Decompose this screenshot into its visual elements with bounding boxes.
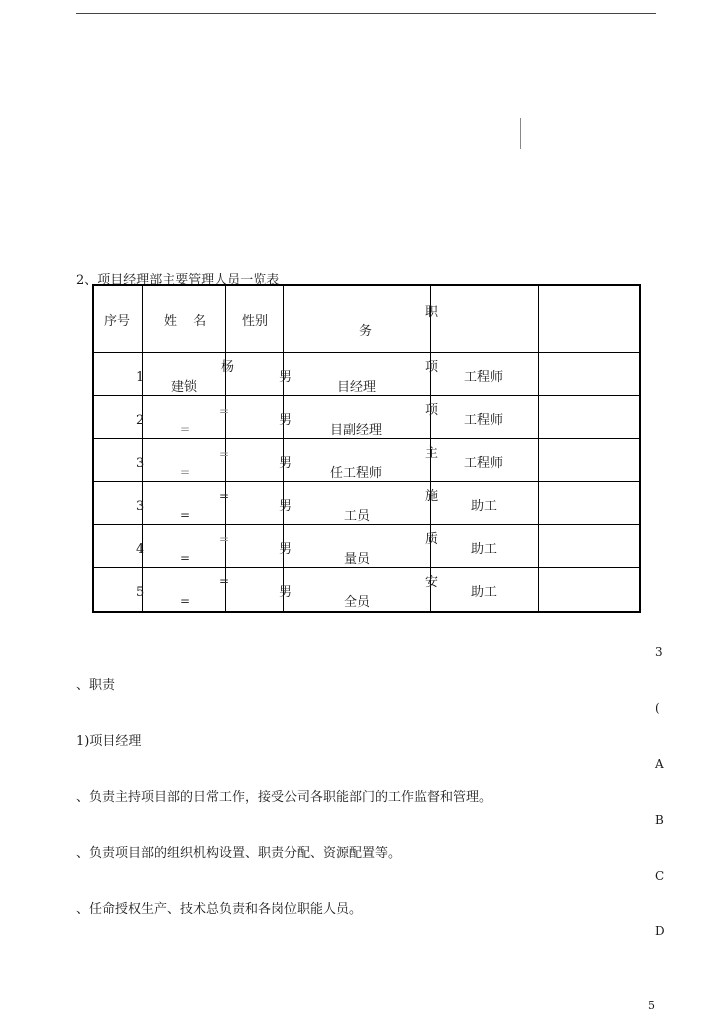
- row-6-pos-bottom: 全员: [344, 595, 371, 610]
- row-1-title: 工程师: [464, 370, 504, 385]
- row-3-name-bottom: =: [180, 465, 191, 479]
- staff-table: [92, 284, 639, 611]
- header-position-bottom: 务: [359, 324, 373, 339]
- row-6-name-top: =: [219, 574, 230, 588]
- row-2-gender: 男: [279, 413, 293, 428]
- row-4-seq: 3: [136, 499, 145, 514]
- header-seq: 序号: [104, 314, 131, 329]
- row-3-name-top: =: [219, 447, 230, 461]
- margin-mark-b: B: [655, 813, 664, 827]
- duty-item-a: 、负责主持项目部的日常工作，接受公司各职能部门的工作监督和管理。: [76, 790, 493, 805]
- row-6-seq: 5: [136, 585, 145, 600]
- row-1-name-bottom: 建锁: [171, 380, 198, 395]
- row-5-name-bottom: =: [180, 551, 191, 565]
- row-5-name-top: =: [219, 532, 230, 546]
- row-1-pos-bottom: 目经理: [337, 380, 377, 395]
- row-4-name-bottom: =: [180, 508, 191, 522]
- top-rule: [76, 13, 656, 14]
- row-1-pos-top: 项: [425, 360, 439, 375]
- row-3-pos-top: 主: [425, 446, 439, 461]
- row-5-title: 助工: [471, 542, 498, 557]
- page-number: 5: [648, 999, 655, 1012]
- row-3-gender: 男: [279, 456, 293, 471]
- row-4-gender: 男: [279, 499, 293, 514]
- duty-item-b: 、负责项目部的组织机构设置、职责分配、资源配置等。: [76, 846, 402, 861]
- row-2-pos-bottom: 目副经理: [330, 423, 383, 438]
- row-4-pos-bottom: 工员: [344, 509, 371, 524]
- row-3-title: 工程师: [464, 456, 504, 471]
- row-5-pos-top: 质: [425, 532, 439, 547]
- row-4-title: 助工: [471, 499, 498, 514]
- subsection-project-manager: 1)项目经理: [76, 734, 142, 749]
- margin-mark-a: A: [655, 757, 664, 771]
- row-6-name-bottom: =: [180, 594, 191, 608]
- header-name: 姓 名: [164, 314, 207, 329]
- margin-mark-c: C: [655, 869, 665, 883]
- row-6-pos-top: 安: [425, 575, 439, 590]
- row-2-pos-top: 项: [425, 403, 439, 418]
- section-heading: 2、项目经理部主要管理人员一览表: [76, 273, 280, 288]
- row-6-gender: 男: [279, 585, 293, 600]
- header-position-top: 职: [425, 305, 439, 320]
- row-5-pos-bottom: 量员: [344, 552, 371, 567]
- row-1-gender: 男: [279, 370, 293, 385]
- row-2-name-top: =: [219, 404, 230, 418]
- row-1-seq: 1: [136, 370, 145, 385]
- row-2-seq: 2: [136, 413, 145, 428]
- row-1-name-top: 杨: [221, 360, 235, 375]
- section-duties: 、职责: [76, 678, 116, 693]
- row-6-title: 助工: [471, 585, 498, 600]
- margin-mark-d: D: [655, 924, 665, 938]
- margin-mark-paren: (: [655, 701, 660, 715]
- row-5-gender: 男: [279, 542, 293, 557]
- margin-mark-3: 3: [655, 645, 663, 659]
- row-3-pos-bottom: 任工程师: [330, 466, 383, 481]
- row-4-pos-top: 施: [425, 489, 439, 504]
- row-3-seq: 3: [136, 456, 145, 471]
- duty-item-c: 、任命授权生产、技术总负责和各岗位职能人员。: [76, 902, 363, 917]
- vertical-mark: [520, 118, 521, 149]
- row-2-name-bottom: =: [180, 422, 191, 436]
- header-gender: 性别: [242, 314, 269, 329]
- row-5-seq: 4: [136, 542, 145, 557]
- row-2-title: 工程师: [464, 413, 504, 428]
- row-4-name-top: =: [219, 489, 230, 503]
